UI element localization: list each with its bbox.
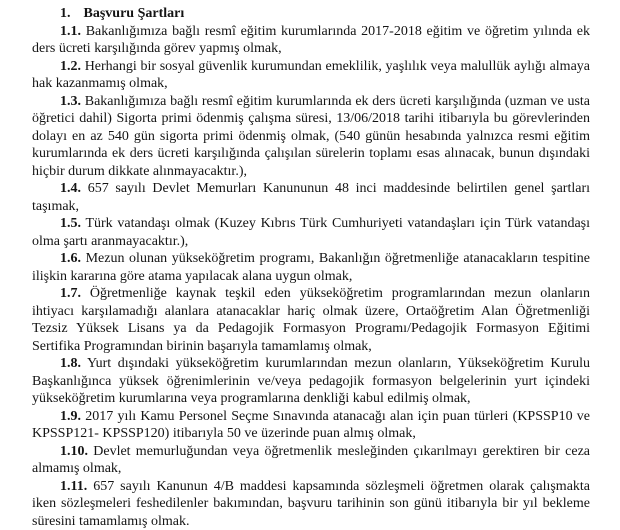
item-number: 1.5.: [60, 216, 81, 231]
item-text: 657 sayılı Kanunun 4/B maddesi kapsamında sözleşmeli öğretmen olarak çalışmakta iken sözleşmeleri feshedilenler bakımından, başvuru tarihinin son günü itibarıyla bir yıl bekleme süresini tamamlamış olmak.: [32, 479, 590, 529]
item-number: 1.7.: [60, 286, 81, 301]
item-text: Bakanlığımıza bağlı resmî eğitim kurumlarında 2017-2018 eğitim ve öğretim yılında ek ders ücreti karşılığında görev yapmış olmak,: [32, 24, 590, 57]
section-heading: [32, 5, 590, 23]
requirement-item-1-1: [32, 23, 590, 58]
item-text: Herhangi bir sosyal güvenlik kurumundan emeklilik, yaşlılık veya malullük aylığı almaya hak kazanmamış olmak,: [32, 59, 590, 92]
item-number: 1.1.: [60, 24, 81, 39]
section-heading-number: 1.: [60, 6, 71, 21]
item-number: 1.8.: [60, 356, 81, 371]
requirement-item-1-7: [32, 285, 590, 355]
item-text: Yurt dışındaki yükseköğretim kurumlarından mezun olanların, Yükseköğretim Kurulu Başkanlığınca yüksek öğrenimlerinin ve/veya pedagojik formasyon belgelerinin yurt içindeki yükseköğretim kurumlarına veya programlarına denkliği kabul edilmiş olmak,: [32, 356, 590, 406]
item-text: 2017 yılı Kamu Personel Seçme Sınavında atanacağı alan için puan türleri (KPSSP10 ve KPSSP121- KPSSP120) itibarıyla 50 ve üzerinde puan almış olmak,: [32, 409, 590, 442]
item-text: Türk vatandaşı olmak (Kuzey Kıbrıs Türk Cumhuriyeti vatandaşları için Türk vatandaşı olma şartı aranmayacaktır.),: [32, 216, 590, 249]
requirement-item-1-6: [32, 250, 590, 285]
item-text: Mezun olunan yükseköğretim programı, Bakanlığın öğretmenliğe atanacakların tespitine ilişkin kararına göre atama yapılacak alana uygun olmak,: [32, 251, 590, 284]
requirement-item-1-11: [32, 478, 590, 530]
item-number: 1.4.: [60, 181, 81, 196]
item-number: 1.2.: [60, 59, 81, 74]
item-number: 1.9.: [60, 409, 81, 424]
requirement-item-1-10: [32, 443, 590, 478]
item-number: 1.6.: [60, 251, 81, 266]
item-number: 1.11.: [60, 479, 87, 494]
item-text: Devlet memurluğundan veya öğretmenlik mesleğinden çıkarılmayı gerektiren bir ceza almamış olmak,: [32, 444, 590, 477]
requirement-item-1-3: [32, 93, 590, 181]
item-text: 657 sayılı Devlet Memurları Kanununun 48 inci maddesinde belirtilen genel şartları taşımak,: [32, 181, 590, 214]
requirement-item-1-8: [32, 355, 590, 408]
item-text: Bakanlığımıza bağlı resmî eğitim kurumlarında ek ders ücreti karşılığında (uzman ve usta öğretici dahil) Sigorta primi ödenmiş çalışma süresi, 13/06/2018 tarihi itibarıyla bu görevlerinden dolayı en az 540 gün sigorta primi ödenmiş olmak, (540 günün hesabında yalnızca resmi eğitim kurumlarında ek ders ücreti karşılığında çalışılan sürelerin toplamı esas alınacak, bunun dışındaki hiçbir durum dikkate alınmayacaktır.),: [32, 94, 590, 179]
requirement-item-1-9: [32, 408, 590, 443]
requirement-item-1-4: [32, 180, 590, 215]
section-heading-title: Başvuru Şartları: [84, 6, 185, 21]
requirement-item-1-5: [32, 215, 590, 250]
item-number: 1.10.: [60, 444, 88, 459]
item-number: 1.3.: [60, 94, 81, 109]
item-text: Öğretmenliğe kaynak teşkil eden yükseköğretim programlarından mezun olanların ihtiyacı karşılamadığı alanlara atanacaklar hariç olmak üzere, Ortaöğretim Alan Öğretmenliği Tezsiz Yüksek Lisans ya da Pedagojik Formasyon Programı/Pedagojik Formasyon Eğitimi Sertifika Programından birinin başarıyla tamamlamış olmak,: [32, 286, 590, 354]
requirement-item-1-2: [32, 58, 590, 93]
